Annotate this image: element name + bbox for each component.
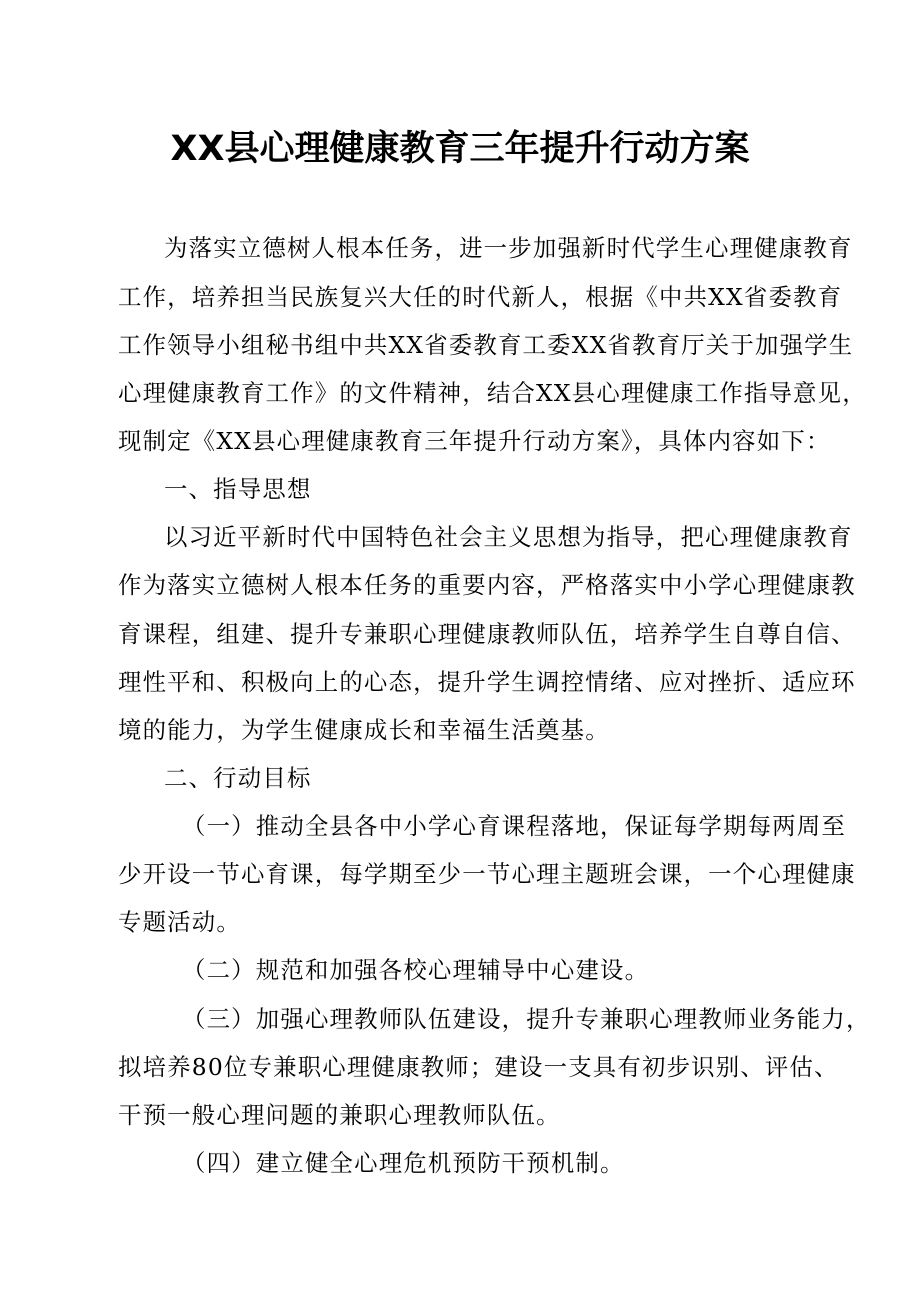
paragraph-line: 作为落实立德树人根本任务的重要内容，严格落实中小学心理健康教: [118, 571, 856, 599]
paragraph-line: 境的能力，为学生健康成长和幸福生活奠基。: [118, 716, 610, 744]
paragraph-line: 为落实立德树人根本任务，进一步加强新时代学生心理健康教育: [164, 234, 853, 262]
paragraph-line: 以习近平新时代中国特色社会主义思想为指导，把心理健康教育: [164, 523, 853, 551]
paragraph-line: 心理健康教育工作》的文件精神，结合XX县心理健康工作指导意见，: [118, 379, 867, 407]
paragraph-line: 少开设一节心育课，每学期至少一节心理主题班会课，一个心理健康: [118, 860, 856, 888]
paragraph-line: 工作，培养担当民族复兴大任的时代新人，根据《中共XX省委教育: [118, 283, 843, 311]
paragraph-line: 拟培养80位专兼职心理健康教师；建设一支具有初步识别、评估、: [118, 1053, 839, 1081]
paragraph-line: 现制定《XX县心理健康教育三年提升行动方案》，具体内容如下：: [118, 427, 831, 455]
paragraph-line: 理性平和、积极向上的心态，提升学生调控情绪、应对挫折、适应环: [118, 668, 856, 696]
paragraph-line: 育课程，组建、提升专兼职心理健康教师队伍，培养学生自尊自信、: [118, 620, 856, 648]
section-heading: 一、指导思想: [164, 475, 312, 503]
document-title: XX县心理健康教育三年提升行动方案: [170, 129, 750, 169]
paragraph-line: （二）规范和加强各校心理辅导中心建设。: [182, 956, 650, 984]
paragraph-line: 专题活动。: [118, 908, 241, 936]
section-heading: 二、行动目标: [164, 764, 312, 792]
paragraph-line: （一）推动全县各中小学心育课程落地，保证每学期每两周至: [182, 812, 846, 840]
paragraph-line: 工作领导小组秘书组中共XX省委教育工委XX省教育厅关于加强学生: [118, 331, 854, 359]
paragraph-line: （三）加强心理教师队伍建设，提升专兼职心理教师业务能力，: [182, 1005, 871, 1033]
paragraph-line: 干预一般心理问题的兼职心理教师队伍。: [118, 1101, 561, 1129]
paragraph-line: （四）建立健全心理危机预防干预机制。: [182, 1149, 625, 1177]
